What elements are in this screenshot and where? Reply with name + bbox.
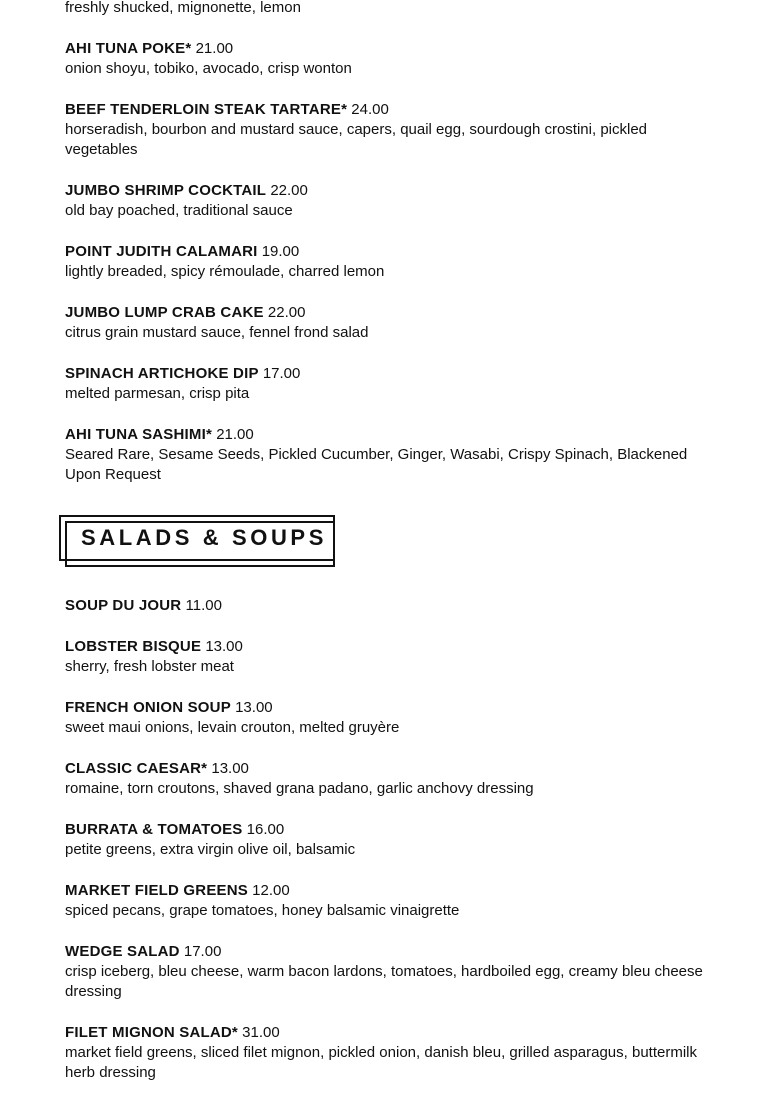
menu-item-description: Seared Rare, Sesame Seeds, Pickled Cucumber, Ginger, Wasabi, Crispy Spinach, Blackened Upon Request bbox=[65, 446, 688, 483]
menu-item-heading bbox=[65, 637, 705, 657]
menu-item-description: lightly breaded, spicy rémoulade, charred lemon bbox=[65, 263, 385, 280]
menu-item-name: CLASSIC CAESAR* bbox=[65, 760, 208, 777]
menu-item-heading bbox=[65, 181, 705, 201]
menu-item-heading bbox=[65, 942, 705, 962]
menu-item-heading bbox=[65, 1023, 705, 1043]
menu-item-price: 21.00 bbox=[195, 40, 234, 57]
menu-item-name: AHI TUNA SASHIMI* bbox=[65, 426, 213, 443]
menu-item-heading bbox=[65, 881, 705, 901]
menu-item bbox=[65, 100, 705, 160]
menu-item-heading bbox=[65, 39, 705, 59]
menu-item-price: 13.00 bbox=[235, 699, 273, 716]
menu-item-price: 22.00 bbox=[267, 304, 306, 321]
menu-item-price: 24.00 bbox=[351, 101, 389, 118]
menu-item-description: petite greens, extra virgin olive oil, balsamic bbox=[65, 841, 356, 858]
menu-item-heading bbox=[65, 759, 705, 779]
menu-item-name: SOUP DU JOUR bbox=[65, 597, 182, 614]
section-title: SALADS & SOUPS bbox=[81, 525, 327, 550]
menu-item-price: 12.00 bbox=[252, 882, 290, 899]
menu-item bbox=[65, 364, 705, 404]
menu-item-name: BURRATA & TOMATOES bbox=[65, 821, 243, 838]
menu-item bbox=[65, 942, 705, 1002]
menu-page bbox=[65, 0, 705, 1104]
menu-item-description: melted parmesan, crisp pita bbox=[65, 385, 250, 402]
menu-item-price: 13.00 bbox=[211, 760, 249, 777]
menu-item-price: 11.00 bbox=[185, 597, 222, 614]
menu-item-heading bbox=[65, 596, 705, 616]
menu-item-name: FRENCH ONION SOUP bbox=[65, 699, 231, 716]
menu-item-name: BEEF TENDERLOIN STEAK TARTARE* bbox=[65, 101, 348, 118]
menu-item-heading bbox=[65, 364, 705, 384]
menu-item-name: POINT JUDITH CALAMARI bbox=[65, 243, 258, 260]
menu-item-heading bbox=[65, 698, 705, 718]
menu-item-description: market field greens, sliced filet mignon, pickled onion, danish bleu, grilled asparagus, buttermilk herb dressing bbox=[65, 1044, 697, 1081]
menu-item-heading bbox=[65, 242, 705, 262]
menu-item-name: SPINACH ARTICHOKE DIP bbox=[65, 365, 259, 382]
menu-item-name: JUMBO LUMP CRAB CAKE bbox=[65, 304, 264, 321]
section-heading-salads-soups bbox=[59, 515, 341, 567]
menu-item-name: AHI TUNA POKE* bbox=[65, 40, 192, 57]
menu-item bbox=[65, 181, 705, 221]
menu-item-price: 21.00 bbox=[216, 426, 254, 443]
menu-item-price: 17.00 bbox=[183, 943, 222, 960]
menu-item bbox=[65, 881, 705, 921]
menu-item-price: 13.00 bbox=[205, 638, 243, 655]
menu-item-name: JUMBO SHRIMP COCKTAIL bbox=[65, 182, 267, 199]
menu-item-description: sweet maui onions, levain crouton, melted gruyère bbox=[65, 719, 400, 736]
menu-item bbox=[65, 303, 705, 343]
menu-item bbox=[65, 242, 705, 282]
menu-item bbox=[65, 39, 705, 79]
menu-item-description: horseradish, bourbon and mustard sauce, capers, quail egg, sourdough crostini, pickled vegetables bbox=[65, 121, 648, 158]
menu-item-price: 31.00 bbox=[242, 1024, 280, 1041]
menu-item bbox=[65, 759, 705, 799]
menu-item-name: WEDGE SALAD bbox=[65, 943, 180, 960]
menu-item-description: citrus grain mustard sauce, fennel frond salad bbox=[65, 324, 369, 341]
menu-item bbox=[65, 698, 705, 738]
menu-item-price: 22.00 bbox=[270, 182, 308, 199]
menu-item bbox=[65, 637, 705, 677]
menu-item-heading bbox=[65, 820, 705, 840]
menu-item-description: romaine, torn croutons, shaved grana padano, garlic anchovy dressing bbox=[65, 780, 534, 797]
menu-item-description: onion shoyu, tobiko, avocado, crisp wonton bbox=[65, 60, 352, 77]
menu-item-description: crisp iceberg, bleu cheese, warm bacon lardons, tomatoes, hardboiled egg, creamy bleu cheese dressing bbox=[65, 963, 703, 1000]
menu-item-description: old bay poached, traditional sauce bbox=[65, 202, 293, 219]
oysters-description: freshly shucked, mignonette, lemon bbox=[65, 0, 301, 16]
menu-item-price: 16.00 bbox=[246, 821, 285, 838]
menu-item-heading bbox=[65, 303, 705, 323]
menu-item-description: spiced pecans, grape tomatoes, honey balsamic vinaigrette bbox=[65, 902, 460, 919]
menu-item bbox=[65, 425, 705, 485]
menu-item-name: FILET MIGNON SALAD* bbox=[65, 1024, 238, 1041]
menu-item-heading bbox=[65, 425, 705, 445]
menu-item bbox=[65, 820, 705, 860]
menu-item bbox=[65, 1023, 705, 1083]
menu-item-description: sherry, fresh lobster meat bbox=[65, 658, 234, 675]
menu-item bbox=[65, 596, 705, 616]
menu-item-price: 17.00 bbox=[262, 365, 301, 382]
menu-item-name: LOBSTER BISQUE bbox=[65, 638, 202, 655]
menu-item-heading bbox=[65, 100, 705, 120]
menu-item-name: MARKET FIELD GREENS bbox=[65, 882, 248, 899]
menu-item-price: 19.00 bbox=[261, 243, 300, 260]
